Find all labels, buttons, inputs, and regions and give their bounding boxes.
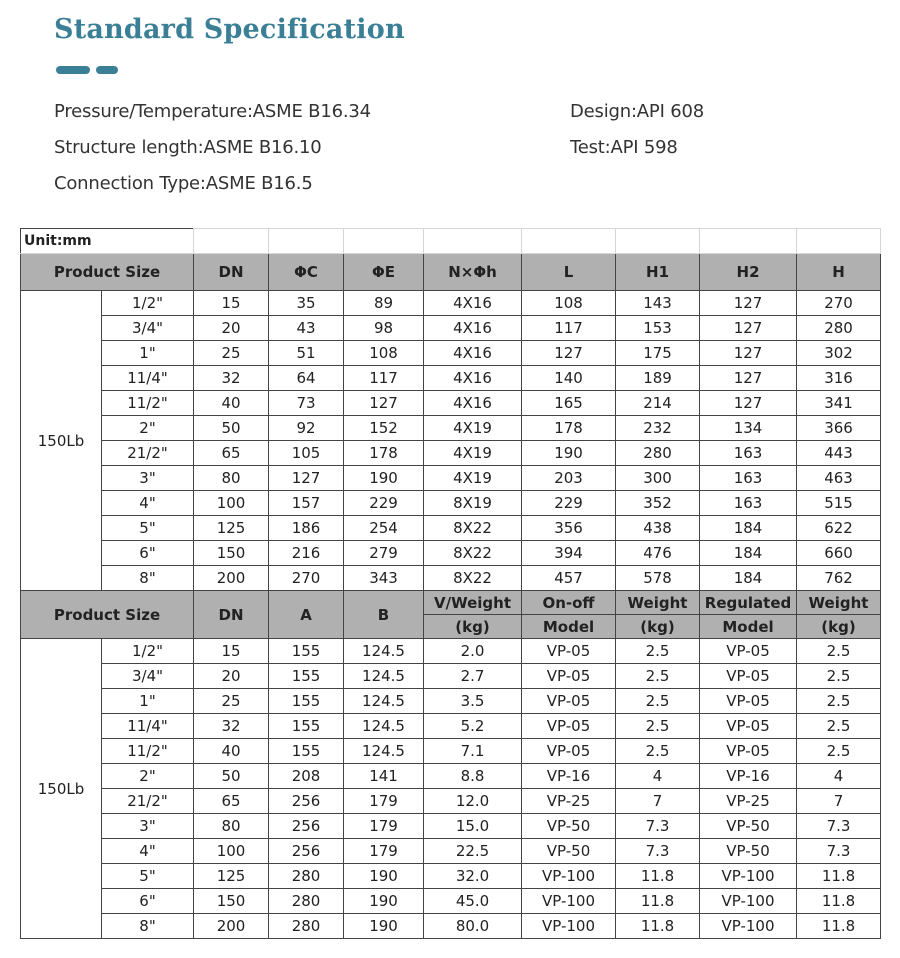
table-row <box>21 914 881 939</box>
table-cell: 125 <box>194 864 269 889</box>
spec-test: Test:API 598 <box>570 137 678 158</box>
table-cell: 2.5 <box>797 664 881 689</box>
table-cell: 163 <box>700 441 797 466</box>
table-cell: 2.5 <box>797 689 881 714</box>
table-cell: 108 <box>344 341 424 366</box>
table-cell: 64 <box>269 366 344 391</box>
table-row <box>21 391 881 416</box>
header-model: Model <box>522 615 616 639</box>
table-cell: 190 <box>344 914 424 939</box>
table-row <box>21 416 881 441</box>
header-regulated: Regulated <box>700 591 797 615</box>
table-cell: 11.8 <box>797 889 881 914</box>
table-cell: VP-100 <box>700 914 797 939</box>
table-cell: 65 <box>194 789 269 814</box>
table-cell: 184 <box>700 516 797 541</box>
table-cell: 21/2" <box>102 441 194 466</box>
table-cell: 73 <box>269 391 344 416</box>
table-cell: 155 <box>269 714 344 739</box>
table-cell: 124.5 <box>344 664 424 689</box>
table-cell: 2.0 <box>424 639 522 664</box>
table-row <box>21 739 881 764</box>
table-cell: 92 <box>269 416 344 441</box>
blank-cell <box>269 229 344 254</box>
table-row <box>21 491 881 516</box>
table-cell: 124.5 <box>344 739 424 764</box>
table-cell: 15 <box>194 291 269 316</box>
table-cell: 7.3 <box>616 839 700 864</box>
table-cell: 65 <box>194 441 269 466</box>
table-cell: 4X16 <box>424 341 522 366</box>
blank-cell <box>194 229 269 254</box>
table-cell: VP-25 <box>700 789 797 814</box>
table-cell: 1" <box>102 341 194 366</box>
table-cell: 4X16 <box>424 316 522 341</box>
table-cell: 366 <box>797 416 881 441</box>
table-cell: 7 <box>616 789 700 814</box>
header-cell: H1 <box>616 254 700 291</box>
table-cell: 20 <box>194 316 269 341</box>
table-cell: 179 <box>344 839 424 864</box>
table-cell: 6" <box>102 889 194 914</box>
table-cell: 80 <box>194 814 269 839</box>
table-cell: 5" <box>102 516 194 541</box>
table-cell: 11.8 <box>616 914 700 939</box>
table-cell: 4 <box>616 764 700 789</box>
table-cell: 32.0 <box>424 864 522 889</box>
table-cell: 4X16 <box>424 366 522 391</box>
header-unit: (kg) <box>616 615 700 639</box>
table-cell: 50 <box>194 416 269 441</box>
table-cell: 141 <box>344 764 424 789</box>
table-cell: 43 <box>269 316 344 341</box>
table-row <box>21 714 881 739</box>
table-cell: 100 <box>194 839 269 864</box>
table-cell: 394 <box>522 541 616 566</box>
table-cell: 280 <box>269 864 344 889</box>
table-cell: 4X16 <box>424 291 522 316</box>
table-cell: 190 <box>344 864 424 889</box>
table-cell: 4X19 <box>424 416 522 441</box>
table-cell: 4X19 <box>424 466 522 491</box>
table-cell: 2.7 <box>424 664 522 689</box>
table-cell: VP-16 <box>700 764 797 789</box>
header-weight: Weight <box>616 591 700 615</box>
table-cell: 100 <box>194 491 269 516</box>
table-row <box>21 764 881 789</box>
table-cell: VP-05 <box>700 739 797 764</box>
table-cell: 302 <box>797 341 881 366</box>
table-cell: 232 <box>616 416 700 441</box>
table-cell: 3/4" <box>102 316 194 341</box>
table-cell: 186 <box>269 516 344 541</box>
header-weight: Weight <box>797 591 881 615</box>
unit-label: Unit:mm <box>21 229 194 254</box>
table-cell: 89 <box>344 291 424 316</box>
table-row <box>21 441 881 466</box>
table-cell: 127 <box>700 291 797 316</box>
dimensions-header-row <box>21 254 881 291</box>
spec-structure-length: Structure length:ASME B16.10 <box>54 137 322 158</box>
table-cell: 5.2 <box>424 714 522 739</box>
table-cell: 1/2" <box>102 639 194 664</box>
header-b: B <box>344 591 424 639</box>
table-row <box>21 316 881 341</box>
specification-table <box>20 228 881 939</box>
table-cell: 8X22 <box>424 566 522 591</box>
table-cell: VP-05 <box>700 714 797 739</box>
table-cell: 155 <box>269 664 344 689</box>
table-cell: 660 <box>797 541 881 566</box>
table-cell: 127 <box>700 391 797 416</box>
table-row <box>21 639 881 664</box>
table-cell: VP-05 <box>522 739 616 764</box>
table-cell: 2.5 <box>797 639 881 664</box>
table-cell: 200 <box>194 914 269 939</box>
header-dn: DN <box>194 591 269 639</box>
table-cell: 7 <box>797 789 881 814</box>
spec-pressure-temperature: Pressure/Temperature:ASME B16.34 <box>54 101 371 122</box>
table-cell: 280 <box>797 316 881 341</box>
unit-row <box>21 229 881 254</box>
table-cell: 190 <box>522 441 616 466</box>
table-cell: 8X22 <box>424 541 522 566</box>
header-model: Model <box>700 615 797 639</box>
table-cell: 25 <box>194 689 269 714</box>
table-cell: VP-50 <box>700 814 797 839</box>
table-cell: 124.5 <box>344 639 424 664</box>
table-cell: VP-05 <box>700 689 797 714</box>
table-cell: 80 <box>194 466 269 491</box>
table-cell: 2.5 <box>616 714 700 739</box>
table-cell: 175 <box>616 341 700 366</box>
table-cell: VP-05 <box>522 714 616 739</box>
title-underline-short <box>96 66 118 74</box>
table-cell: 341 <box>797 391 881 416</box>
blank-cell <box>616 229 700 254</box>
header-onoff: On-off <box>522 591 616 615</box>
table-cell: 124.5 <box>344 714 424 739</box>
table-cell: 117 <box>522 316 616 341</box>
table-cell: 280 <box>269 889 344 914</box>
table-cell: 457 <box>522 566 616 591</box>
table-cell: 190 <box>344 889 424 914</box>
table-cell: 3" <box>102 466 194 491</box>
class-label: 150Lb <box>21 291 102 591</box>
table-cell: 256 <box>269 839 344 864</box>
header-unit: (kg) <box>424 615 522 639</box>
table-cell: 80.0 <box>424 914 522 939</box>
table-cell: 476 <box>616 541 700 566</box>
table-cell: 127 <box>269 466 344 491</box>
table-cell: 3/4" <box>102 664 194 689</box>
table-cell: 127 <box>700 316 797 341</box>
blank-cell <box>522 229 616 254</box>
table-cell: 2.5 <box>616 689 700 714</box>
table-cell: 316 <box>797 366 881 391</box>
header-cell: L <box>522 254 616 291</box>
table-cell: 4" <box>102 491 194 516</box>
header-cell: ΦC <box>269 254 344 291</box>
table-cell: 15.0 <box>424 814 522 839</box>
table-cell: 127 <box>700 341 797 366</box>
table-cell: VP-100 <box>522 889 616 914</box>
table-cell: 7.1 <box>424 739 522 764</box>
table-cell: 11.8 <box>616 889 700 914</box>
table-cell: 150 <box>194 889 269 914</box>
table-cell: 200 <box>194 566 269 591</box>
table-cell: 127 <box>522 341 616 366</box>
table-cell: 11.8 <box>616 864 700 889</box>
blank-cell <box>700 229 797 254</box>
table-cell: VP-50 <box>522 839 616 864</box>
table-cell: 127 <box>344 391 424 416</box>
table-row <box>21 664 881 689</box>
table-cell: VP-100 <box>522 864 616 889</box>
table-cell: 216 <box>269 541 344 566</box>
class-label: 150Lb <box>21 639 102 939</box>
table-cell: 356 <box>522 516 616 541</box>
table-cell: 352 <box>616 491 700 516</box>
table-cell: 32 <box>194 714 269 739</box>
table-cell: 1/2" <box>102 291 194 316</box>
table-cell: 140 <box>522 366 616 391</box>
table-cell: 20 <box>194 664 269 689</box>
table-row <box>21 541 881 566</box>
table-cell: VP-100 <box>522 914 616 939</box>
table-cell: 165 <box>522 391 616 416</box>
table-cell: 203 <box>522 466 616 491</box>
table-cell: 443 <box>797 441 881 466</box>
table-cell: 7.3 <box>797 814 881 839</box>
table-cell: 2" <box>102 416 194 441</box>
header-vweight: V/Weight <box>424 591 522 615</box>
table-cell: 11.8 <box>797 864 881 889</box>
table-cell: 124.5 <box>344 689 424 714</box>
header-cell: H <box>797 254 881 291</box>
table-row <box>21 516 881 541</box>
table-cell: 178 <box>344 441 424 466</box>
table-cell: 2.5 <box>797 739 881 764</box>
header-cell: DN <box>194 254 269 291</box>
table-cell: 51 <box>269 341 344 366</box>
table-cell: VP-05 <box>700 664 797 689</box>
table-cell: 280 <box>616 441 700 466</box>
table-cell: 3" <box>102 814 194 839</box>
blank-cell <box>424 229 522 254</box>
table-cell: 163 <box>700 466 797 491</box>
table-cell: 125 <box>194 516 269 541</box>
table-cell: 179 <box>344 789 424 814</box>
table-cell: 4X19 <box>424 441 522 466</box>
table-row <box>21 291 881 316</box>
header-a: A <box>269 591 344 639</box>
table-cell: 35 <box>269 291 344 316</box>
table-cell: 2.5 <box>797 714 881 739</box>
table-cell: 8" <box>102 566 194 591</box>
table-cell: 280 <box>269 914 344 939</box>
spec-design: Design:API 608 <box>570 101 704 122</box>
table-cell: 25 <box>194 341 269 366</box>
table-cell: 2.5 <box>616 664 700 689</box>
table-row <box>21 566 881 591</box>
actuator-header-row-1 <box>21 591 881 615</box>
title-underline-long <box>56 66 90 74</box>
table-cell: 4X16 <box>424 391 522 416</box>
table-cell: 208 <box>269 764 344 789</box>
table-cell: VP-05 <box>700 639 797 664</box>
table-cell: 8X19 <box>424 491 522 516</box>
header-unit: (kg) <box>797 615 881 639</box>
table-cell: 179 <box>344 814 424 839</box>
header-product-size: Product Size <box>21 254 194 291</box>
table-cell: 270 <box>797 291 881 316</box>
table-cell: 8" <box>102 914 194 939</box>
table-cell: 3.5 <box>424 689 522 714</box>
table-cell: 11/2" <box>102 739 194 764</box>
table-cell: 2.5 <box>616 639 700 664</box>
table-cell: 11/4" <box>102 366 194 391</box>
table-cell: VP-05 <box>522 639 616 664</box>
table-cell: 11/2" <box>102 391 194 416</box>
table-cell: 134 <box>700 416 797 441</box>
blank-cell <box>797 229 881 254</box>
table-cell: 762 <box>797 566 881 591</box>
table-cell: VP-50 <box>700 839 797 864</box>
table-cell: 22.5 <box>424 839 522 864</box>
table-cell: 343 <box>344 566 424 591</box>
page-title: Standard Specification <box>54 14 405 45</box>
table-row <box>21 366 881 391</box>
table-cell: VP-100 <box>700 889 797 914</box>
table-cell: 214 <box>616 391 700 416</box>
table-cell: 184 <box>700 566 797 591</box>
table-cell: 622 <box>797 516 881 541</box>
table-cell: 127 <box>700 366 797 391</box>
table-cell: 229 <box>344 491 424 516</box>
header-product-size: Product Size <box>21 591 194 639</box>
header-cell: H2 <box>700 254 797 291</box>
header-cell: ΦE <box>344 254 424 291</box>
table-cell: 7.3 <box>616 814 700 839</box>
table-cell: VP-25 <box>522 789 616 814</box>
table-cell: VP-05 <box>522 689 616 714</box>
spec-connection-type: Connection Type:ASME B16.5 <box>54 173 313 194</box>
table-cell: 117 <box>344 366 424 391</box>
table-cell: VP-50 <box>522 814 616 839</box>
table-cell: 184 <box>700 541 797 566</box>
table-cell: 578 <box>616 566 700 591</box>
table-cell: 153 <box>616 316 700 341</box>
table-cell: 279 <box>344 541 424 566</box>
table-cell: 256 <box>269 789 344 814</box>
table-row <box>21 839 881 864</box>
table-cell: 155 <box>269 739 344 764</box>
table-cell: 4" <box>102 839 194 864</box>
table-cell: 2.5 <box>616 739 700 764</box>
table-cell: 270 <box>269 566 344 591</box>
table-cell: 157 <box>269 491 344 516</box>
table-cell: 150 <box>194 541 269 566</box>
table-cell: 254 <box>344 516 424 541</box>
table-row <box>21 814 881 839</box>
table-cell: 438 <box>616 516 700 541</box>
table-cell: 8.8 <box>424 764 522 789</box>
header-cell: N×Φh <box>424 254 522 291</box>
table-cell: 50 <box>194 764 269 789</box>
table-cell: 155 <box>269 689 344 714</box>
table-cell: 108 <box>522 291 616 316</box>
table-cell: 189 <box>616 366 700 391</box>
table-cell: 98 <box>344 316 424 341</box>
table-cell: 515 <box>797 491 881 516</box>
table-cell: 256 <box>269 814 344 839</box>
table-row <box>21 789 881 814</box>
blank-cell <box>344 229 424 254</box>
table-cell: 6" <box>102 541 194 566</box>
table-cell: 1" <box>102 689 194 714</box>
table-cell: 143 <box>616 291 700 316</box>
table-cell: 7.3 <box>797 839 881 864</box>
table-cell: 152 <box>344 416 424 441</box>
table-row <box>21 341 881 366</box>
table-cell: 229 <box>522 491 616 516</box>
table-row <box>21 864 881 889</box>
table-cell: 155 <box>269 639 344 664</box>
table-cell: 40 <box>194 391 269 416</box>
table-cell: VP-100 <box>700 864 797 889</box>
table-cell: 190 <box>344 466 424 491</box>
table-cell: 105 <box>269 441 344 466</box>
table-cell: 178 <box>522 416 616 441</box>
table-cell: 40 <box>194 739 269 764</box>
table-cell: 32 <box>194 366 269 391</box>
table-cell: 11.8 <box>797 914 881 939</box>
table-cell: 463 <box>797 466 881 491</box>
table-cell: 21/2" <box>102 789 194 814</box>
table-row <box>21 466 881 491</box>
table-cell: 300 <box>616 466 700 491</box>
table-cell: 45.0 <box>424 889 522 914</box>
table-row <box>21 889 881 914</box>
table-cell: 2" <box>102 764 194 789</box>
table-cell: VP-16 <box>522 764 616 789</box>
table-cell: 8X22 <box>424 516 522 541</box>
table-cell: 4 <box>797 764 881 789</box>
table-cell: 12.0 <box>424 789 522 814</box>
table-cell: VP-05 <box>522 664 616 689</box>
table-cell: 163 <box>700 491 797 516</box>
table-row <box>21 689 881 714</box>
table-cell: 11/4" <box>102 714 194 739</box>
table-cell: 5" <box>102 864 194 889</box>
table-cell: 15 <box>194 639 269 664</box>
